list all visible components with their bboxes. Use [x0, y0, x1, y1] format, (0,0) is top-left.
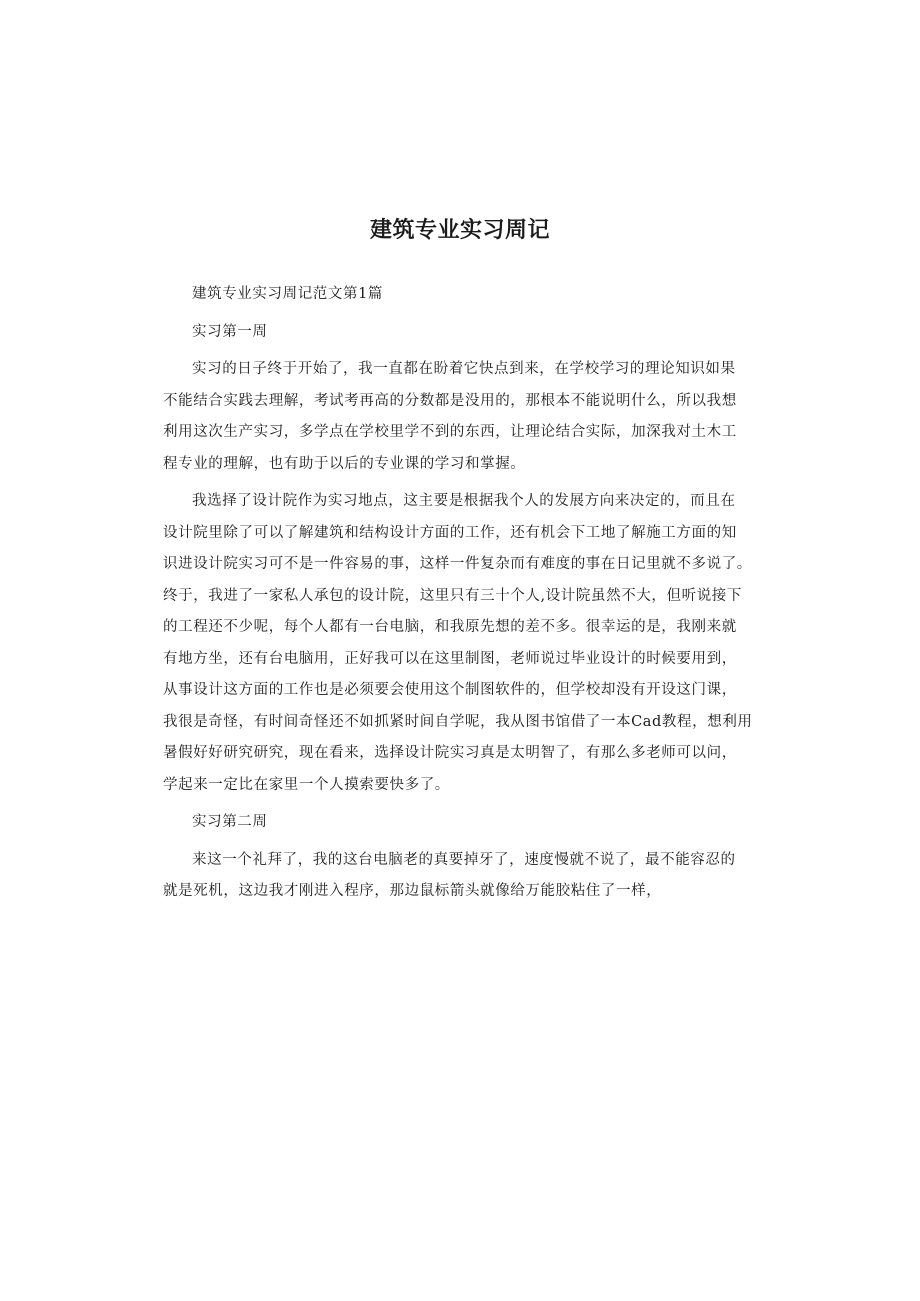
paragraph-line: 识进设计院实习可不是一件容易的事，这样一件复杂而有难度的事在日记里就不多说了。 — [163, 556, 752, 572]
paragraph-line: 学起来一定比在家里一个人摸索要快多了。 — [163, 776, 450, 793]
paragraph-1 — [163, 354, 757, 480]
paragraph-line: 我选择了设计院作为实习地点，这主要是根据我个人的发展方向来决定的，而且在 — [192, 493, 736, 509]
document-body — [163, 279, 757, 914]
paragraph-line: 有地方坐，还有台电脑用，正好我可以在这里制图，老师说过毕业设计的时候要用到， — [163, 650, 737, 667]
subtitle: 建筑专业实习周记范文第1篇 — [192, 286, 384, 302]
paragraph-line: 程专业的理解，也有助于以后的专业课的学习和掌握。 — [163, 455, 526, 472]
paragraph-line: 来这一个礼拜了，我的这台电脑老的真要掉牙了，速度慢就不说了，最不能容忍的 — [192, 851, 736, 868]
paragraph-line: 从事设计这方面的工作也是必须要会使用这个制图软件的，但学校却没有开设这门课， — [163, 682, 737, 698]
week2-heading: 实习第二周 — [192, 814, 268, 830]
paragraph-line: 我很是奇怪，有时间奇怪还不如抓紧时间自学呢，我从图书馆借了一本Cad教程，想利用 — [163, 713, 753, 730]
paragraph-line: 设计院里除了可以了解建筑和结构设计方面的工作，还有机会下工地了解施工方面的知 — [163, 524, 737, 541]
paragraph-3 — [163, 845, 757, 908]
week1-heading: 实习第一周 — [192, 323, 268, 340]
paragraph-line: 终于，我进了一家私人承包的设计院，这里只有三十个人,设计院虽然不大，但听说接下 — [163, 587, 743, 604]
paragraph-line: 暑假好好研究研究，现在看来，选择设计院实习真是太明智了，有那么多老师可以问， — [163, 745, 737, 761]
paragraph-line: 实习的日子终于开始了，我一直都在盼着它快点到来，在学校学习的理论知识如果 — [192, 361, 736, 377]
document-title: 建筑专业实习周记 — [369, 218, 550, 243]
paragraph-line: 利用这次生产实习，多学点在学校里学不到的东西，让理论结合实际，加深我对土木工 — [163, 424, 737, 440]
paragraph-2 — [163, 486, 757, 801]
paragraph-line: 不能结合实践去理解，考试考再高的分数都是没用的，那根本不能说明什么，所以我想 — [163, 392, 737, 409]
paragraph-line: 就是死机，这边我才刚进入程序，那边鼠标箭头就像给万能胶粘住了一样， — [163, 883, 662, 899]
paragraph-line: 的工程还不少呢，每个人都有一台电脑，和我原先想的差不多。很幸运的是，我刚来就 — [163, 619, 737, 635]
